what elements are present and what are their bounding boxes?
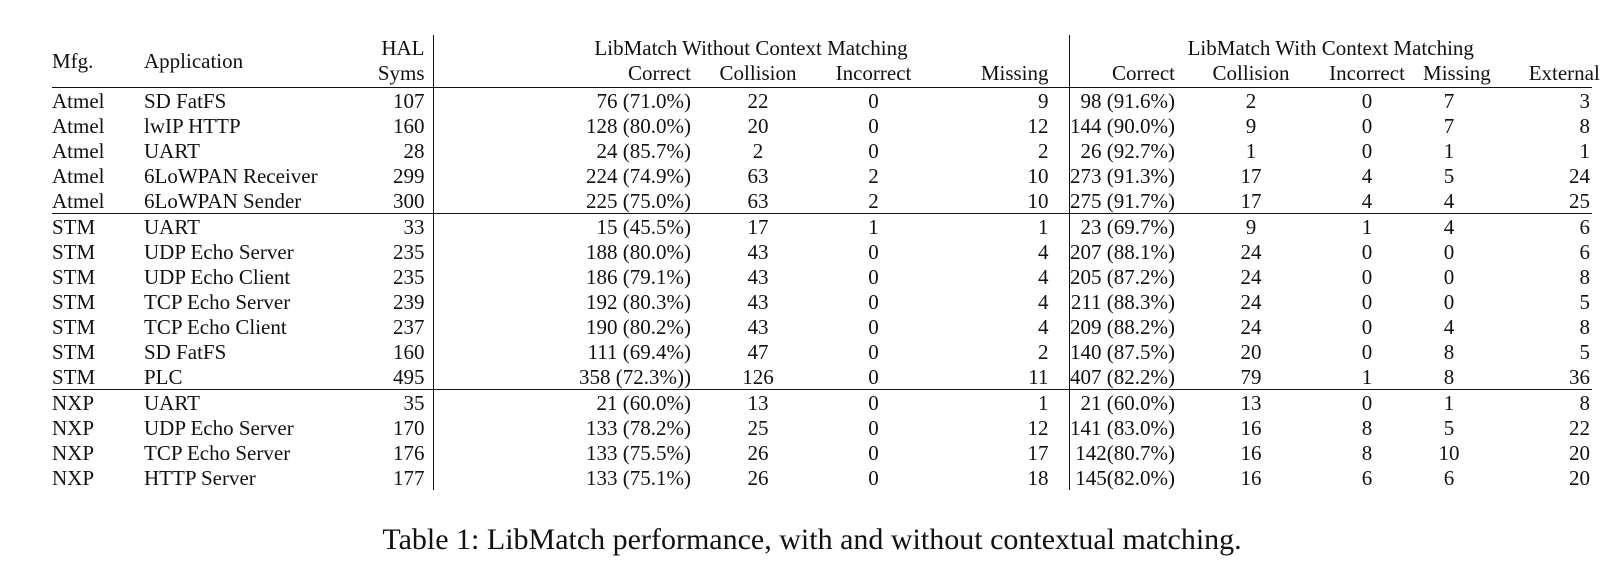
header-wo-incorrect: Incorrect [835, 60, 912, 85]
cell-wo-collision: 26 [747, 440, 769, 465]
header-hal-line1: HAL [381, 35, 425, 60]
header-wo-correct: Correct [433, 60, 699, 88]
table-row [52, 415, 1592, 440]
header-w-missing-external [1423, 60, 1600, 88]
cell-w-missing-external [1423, 264, 1592, 289]
cell-application: UART [144, 390, 369, 416]
table-row [52, 465, 1592, 490]
cell-mfg: STM [52, 364, 96, 389]
table-body [52, 88, 1592, 491]
cell-w-incorrect: 0 [1361, 339, 1373, 364]
cell-hal-syms: 300 [393, 188, 425, 213]
cell-wo-incorrect: 0 [868, 364, 879, 389]
cell-wo-incorrect: 0 [817, 390, 930, 416]
cell-w-missing-external [1423, 314, 1592, 339]
cell-w-external: 6 [1579, 214, 1591, 239]
cell-w-external: 22 [1569, 415, 1591, 440]
header-application: Application [144, 49, 244, 73]
cell-wo-incorrect: 0 [868, 415, 879, 440]
cell-w-missing: 0 [1443, 264, 1455, 289]
table-row [52, 339, 1592, 364]
cell-w-collision: 2 [1191, 88, 1311, 114]
cell-w-missing: 0 [1443, 289, 1455, 314]
cell-wo-correct: 225 (75.0%) [433, 188, 699, 214]
cell-w-external: 8 [1579, 113, 1591, 138]
cell-w-external: 20 [1569, 465, 1591, 490]
cell-wo-missing: 17 [1027, 440, 1049, 465]
cell-wo-correct: 358 (72.3%)) [433, 364, 699, 390]
cell-wo-collision: 47 [747, 339, 769, 364]
table-row [52, 440, 1592, 465]
cell-mfg: Atmel [52, 138, 105, 163]
cell-wo-incorrect: 0 [868, 465, 879, 490]
cell-w-external: 8 [1579, 314, 1591, 339]
cell-application: HTTP Server [144, 465, 256, 490]
table-row [52, 188, 1592, 214]
cell-w-incorrect: 1 [1311, 214, 1423, 240]
cell-w-external: 25 [1569, 188, 1591, 213]
header-w-incorrect: Incorrect [1329, 60, 1405, 85]
cell-mfg: NXP [52, 415, 95, 440]
cell-w-correct: 98 (91.6%) [1069, 88, 1191, 114]
cell-application: lwIP HTTP [144, 113, 241, 138]
cell-hal-syms: 160 [393, 339, 425, 364]
cell-wo-correct: 133 (78.2%) [433, 415, 699, 440]
cell-w-collision: 24 [1240, 264, 1262, 289]
table-row [52, 289, 1592, 314]
cell-wo-correct: 133 (75.1%) [433, 465, 699, 490]
cell-mfg: STM [52, 339, 96, 364]
cell-hal-syms: 299 [393, 163, 425, 188]
cell-w-incorrect: 0 [1311, 88, 1423, 114]
cell-w-incorrect: 0 [1361, 138, 1373, 163]
cell-w-missing: 6 [1443, 465, 1455, 490]
cell-wo-missing: 2 [1038, 339, 1049, 364]
table-row [52, 364, 1592, 390]
cell-wo-collision: 43 [747, 264, 769, 289]
cell-mfg: STM [52, 314, 96, 339]
cell-wo-collision: 2 [752, 138, 764, 163]
cell-wo-incorrect: 0 [868, 314, 879, 339]
cell-wo-correct: 24 (85.7%) [433, 138, 699, 163]
cell-mfg: Atmel [52, 113, 105, 138]
cell-application: 6LoWPAN Sender [144, 188, 302, 213]
cell-w-collision: 9 [1191, 214, 1311, 240]
cell-w-external: 36 [1569, 364, 1591, 389]
cell-mfg: Atmel [52, 88, 144, 114]
cell-wo-correct: 188 (80.0%) [433, 239, 699, 264]
cell-wo-missing: 18 [1027, 465, 1049, 490]
cell-wo-incorrect: 0 [868, 138, 879, 163]
cell-wo-correct: 186 (79.1%) [433, 264, 699, 289]
cell-wo-missing: 1 [930, 390, 1069, 416]
cell-w-correct: 273 (91.3%) [1069, 163, 1191, 188]
cell-w-missing: 0 [1443, 239, 1455, 264]
cell-w-incorrect: 8 [1361, 415, 1373, 440]
header-row-1 [52, 35, 1592, 60]
cell-wo-collision: 13 [699, 390, 817, 416]
cell-wo-incorrect: 0 [868, 264, 879, 289]
cell-w-correct: 26 (92.7%) [1069, 138, 1191, 163]
cell-w-incorrect: 0 [1311, 390, 1423, 416]
cell-wo-collision: 43 [747, 239, 769, 264]
cell-application: UDP Echo Client [144, 264, 291, 289]
cell-wo-missing: 2 [1038, 138, 1049, 163]
table-header [52, 35, 1600, 88]
cell-wo-incorrect: 2 [868, 163, 879, 188]
cell-w-collision: 17 [1240, 163, 1262, 188]
cell-w-collision: 16 [1240, 440, 1262, 465]
cell-w-external: 1 [1579, 138, 1591, 163]
cell-wo-collision: 63 [747, 188, 769, 213]
cell-hal-syms: 160 [393, 113, 425, 138]
cell-hal-syms: 235 [393, 239, 425, 264]
cell-w-missing-external [1423, 163, 1592, 188]
cell-w-missing-external [1423, 88, 1592, 114]
cell-w-correct: 209 (88.2%) [1069, 314, 1191, 339]
cell-wo-collision: 20 [747, 113, 769, 138]
cell-w-correct: 141 (83.0%) [1069, 415, 1191, 440]
cell-w-missing: 5 [1443, 415, 1455, 440]
cell-w-incorrect: 8 [1361, 440, 1373, 465]
table-row [52, 314, 1592, 339]
table-row [52, 113, 1592, 138]
cell-w-correct: 145(82.0%) [1069, 465, 1191, 490]
cell-wo-missing: 12 [1027, 415, 1049, 440]
cell-w-correct: 205 (87.2%) [1069, 264, 1191, 289]
cell-wo-missing: 12 [1027, 113, 1049, 138]
cell-w-collision: 16 [1240, 415, 1262, 440]
cell-w-incorrect: 0 [1361, 113, 1373, 138]
header-w-external: External [1528, 60, 1600, 85]
cell-w-missing: 1 [1443, 390, 1455, 415]
cell-application: 6LoWPAN Receiver [144, 163, 318, 188]
header-wo-missing: Missing [980, 60, 1049, 85]
cell-w-missing: 7 [1443, 88, 1455, 113]
cell-application: TCP Echo Client [144, 314, 287, 339]
cell-mfg: STM [52, 289, 96, 314]
results-table [52, 35, 1600, 490]
cell-wo-missing: 1 [930, 214, 1069, 240]
cell-wo-missing: 4 [1038, 289, 1049, 314]
cell-w-incorrect: 4 [1361, 188, 1373, 213]
cell-w-external: 8 [1579, 264, 1591, 289]
cell-wo-missing: 10 [1027, 163, 1049, 188]
cell-w-external: 3 [1579, 88, 1591, 113]
cell-wo-missing: 4 [1038, 239, 1049, 264]
cell-wo-missing: 11 [1028, 364, 1049, 389]
cell-application: UDP Echo Server [144, 415, 294, 440]
cell-w-external: 5 [1579, 289, 1591, 314]
cell-w-incorrect: 4 [1361, 163, 1373, 188]
header-mfg: Mfg. [52, 49, 94, 73]
cell-wo-correct: 224 (74.9%) [433, 163, 699, 188]
cell-w-collision: 16 [1240, 465, 1262, 490]
cell-w-external: 20 [1569, 440, 1591, 465]
table-row [52, 163, 1592, 188]
cell-w-missing-external [1423, 188, 1592, 214]
table-row [52, 390, 1592, 416]
cell-wo-collision: 126 [742, 364, 774, 389]
cell-w-correct: 23 (69.7%) [1069, 214, 1191, 240]
cell-w-external: 5 [1579, 339, 1591, 364]
cell-wo-correct: 15 (45.5%) [433, 214, 699, 240]
cell-application: UART [144, 138, 200, 163]
cell-wo-collision: 43 [747, 314, 769, 339]
cell-w-missing-external [1423, 364, 1592, 390]
cell-application: UDP Echo Server [144, 239, 294, 264]
cell-wo-incorrect: 1 [817, 214, 930, 240]
cell-wo-correct: 21 (60.0%) [433, 390, 699, 416]
cell-w-collision: 24 [1240, 239, 1262, 264]
cell-mfg: STM [52, 214, 144, 240]
cell-w-collision: 13 [1191, 390, 1311, 416]
cell-hal-syms: 33 [369, 214, 433, 240]
cell-hal-syms: 170 [393, 415, 425, 440]
cell-w-correct: 407 (82.2%) [1069, 364, 1191, 390]
cell-w-missing: 4 [1443, 188, 1455, 213]
cell-wo-missing: 4 [1038, 264, 1049, 289]
cell-application: TCP Echo Server [144, 440, 291, 465]
cell-w-collision: 79 [1240, 364, 1262, 389]
cell-w-incorrect: 1 [1361, 364, 1373, 389]
cell-wo-collision: 63 [747, 163, 769, 188]
cell-application: SD FatFS [144, 88, 369, 114]
cell-wo-incorrect: 0 [868, 440, 879, 465]
cell-w-missing-external [1423, 113, 1592, 138]
cell-wo-incorrect: 0 [868, 289, 879, 314]
table-caption: Table 1: LibMatch performance, with and without contextual matching. [382, 523, 1242, 556]
table-row [52, 239, 1592, 264]
cell-hal-syms: 28 [403, 138, 425, 163]
cell-w-missing: 8 [1443, 339, 1455, 364]
cell-w-correct: 144 (90.0%) [1069, 113, 1191, 138]
cell-w-correct: 140 (87.5%) [1069, 339, 1191, 364]
cell-w-missing-external [1423, 214, 1592, 240]
cell-w-correct: 207 (88.1%) [1069, 239, 1191, 264]
cell-wo-collision: 26 [747, 465, 769, 490]
cell-w-missing: 5 [1443, 163, 1455, 188]
cell-hal-syms: 177 [393, 465, 425, 490]
cell-w-missing: 10 [1438, 440, 1460, 465]
cell-w-missing: 7 [1443, 113, 1455, 138]
cell-w-incorrect: 0 [1361, 239, 1373, 264]
cell-w-missing-external [1423, 239, 1592, 264]
cell-w-missing: 8 [1443, 364, 1455, 389]
cell-w-collision: 17 [1240, 188, 1262, 213]
cell-hal-syms: 237 [393, 314, 425, 339]
results-table-container [52, 35, 1600, 490]
cell-w-external: 6 [1579, 239, 1591, 264]
header-group-with-context: LibMatch With Context Matching [1069, 35, 1592, 60]
cell-application: TCP Echo Server [144, 289, 291, 314]
cell-w-correct: 21 (60.0%) [1069, 390, 1191, 416]
cell-w-collision: 9 [1245, 113, 1257, 138]
cell-w-missing-external [1423, 339, 1592, 364]
cell-mfg: NXP [52, 390, 144, 416]
cell-wo-collision: 43 [747, 289, 769, 314]
cell-w-missing-external [1423, 390, 1592, 416]
header-w-collision: Collision [1212, 60, 1290, 85]
cell-wo-collision: 25 [747, 415, 769, 440]
cell-wo-correct: 111 (69.4%) [433, 339, 699, 364]
cell-w-missing-external [1423, 465, 1592, 490]
cell-wo-incorrect: 0 [868, 113, 879, 138]
cell-w-external: 24 [1569, 163, 1591, 188]
cell-w-missing: 4 [1443, 214, 1455, 239]
cell-mfg: STM [52, 264, 96, 289]
cell-hal-syms: 495 [393, 364, 425, 389]
cell-wo-collision: 22 [699, 88, 817, 114]
table-row [52, 264, 1592, 289]
cell-w-correct: 275 (91.7%) [1069, 188, 1191, 214]
table-row [52, 88, 1592, 114]
cell-application: UART [144, 214, 369, 240]
cell-hal-syms: 239 [393, 289, 425, 314]
header-hal-line2: Syms [377, 60, 425, 85]
cell-w-incorrect: 6 [1361, 465, 1373, 490]
cell-wo-missing: 4 [1038, 314, 1049, 339]
table-row [52, 214, 1592, 240]
cell-w-incorrect: 0 [1361, 314, 1373, 339]
cell-w-collision: 1 [1245, 138, 1257, 163]
cell-hal-syms: 35 [369, 390, 433, 416]
cell-w-missing-external [1423, 289, 1592, 314]
header-wo-collision: Collision [719, 60, 797, 85]
cell-wo-incorrect: 0 [868, 239, 879, 264]
cell-application: PLC [144, 364, 183, 389]
cell-wo-missing: 10 [1027, 188, 1049, 213]
cell-application: SD FatFS [144, 339, 227, 364]
cell-hal-syms: 176 [393, 440, 425, 465]
cell-w-incorrect: 0 [1361, 289, 1373, 314]
cell-wo-correct: 190 (80.2%) [433, 314, 699, 339]
cell-wo-collision: 17 [699, 214, 817, 240]
cell-mfg: Atmel [52, 163, 105, 188]
cell-hal-syms: 107 [369, 88, 433, 114]
cell-w-missing-external [1423, 138, 1592, 163]
cell-wo-correct: 133 (75.5%) [433, 440, 699, 465]
cell-w-incorrect: 0 [1361, 264, 1373, 289]
cell-w-missing: 4 [1443, 314, 1455, 339]
cell-w-missing-external [1423, 415, 1592, 440]
cell-w-correct: 211 (88.3%) [1069, 289, 1191, 314]
cell-w-collision: 20 [1240, 339, 1262, 364]
header-group-without-context: LibMatch Without Context Matching [433, 35, 1069, 60]
cell-wo-incorrect: 2 [868, 188, 879, 213]
cell-w-external: 8 [1579, 390, 1591, 415]
cell-mfg: STM [52, 239, 96, 264]
cell-w-correct: 142(80.7%) [1069, 440, 1191, 465]
cell-mfg: NXP [52, 465, 95, 490]
cell-w-missing: 1 [1443, 138, 1455, 163]
cell-mfg: Atmel [52, 188, 105, 213]
cell-w-collision: 24 [1240, 314, 1262, 339]
header-w-correct: Correct [1069, 60, 1191, 88]
cell-wo-missing: 9 [930, 88, 1069, 114]
cell-w-missing-external [1423, 440, 1592, 465]
cell-wo-correct: 192 (80.3%) [433, 289, 699, 314]
table-row [52, 138, 1592, 163]
header-w-missing: Missing [1423, 60, 1491, 85]
cell-wo-incorrect: 0 [868, 339, 879, 364]
cell-wo-correct: 128 (80.0%) [433, 113, 699, 138]
cell-mfg: NXP [52, 440, 95, 465]
cell-wo-incorrect: 0 [817, 88, 930, 114]
cell-hal-syms: 235 [393, 264, 425, 289]
cell-w-collision: 24 [1240, 289, 1262, 314]
cell-wo-correct: 76 (71.0%) [433, 88, 699, 114]
